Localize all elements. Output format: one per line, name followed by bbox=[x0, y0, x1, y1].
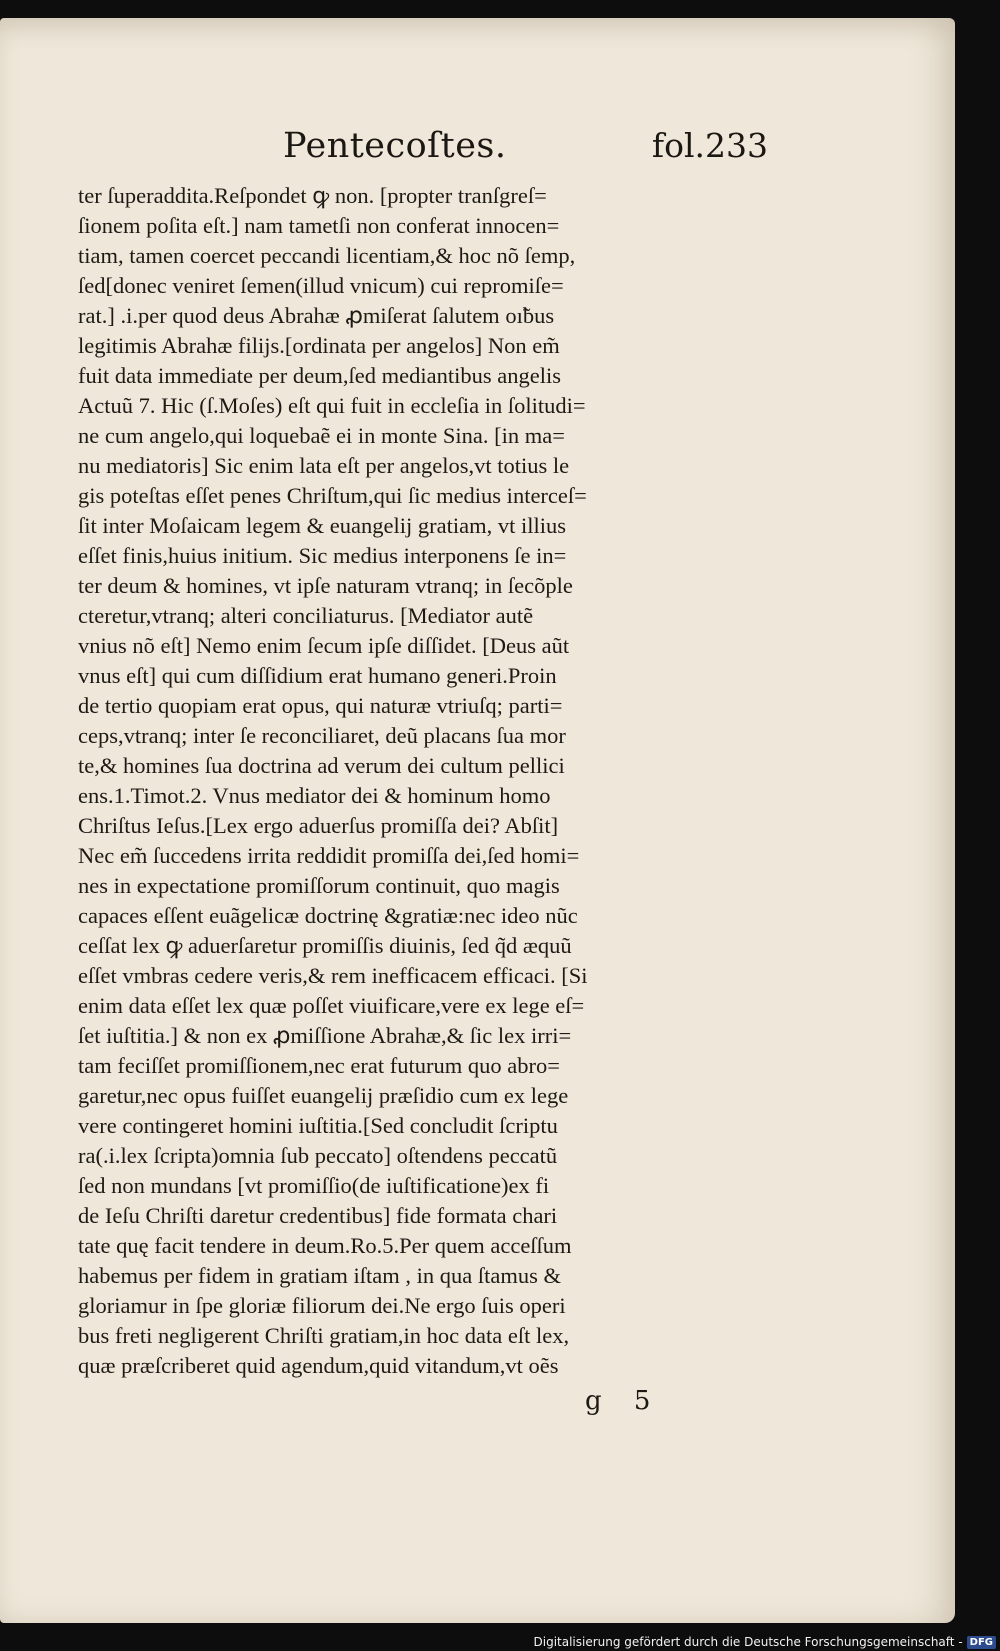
text-line: vere contingeret homini iuſtitia.[Sed concludit ſcriptu bbox=[78, 1113, 558, 1138]
book-page bbox=[0, 18, 955, 1623]
text-line: tate quę facit tendere in deum.Ro.5.Per quem acceſſum bbox=[78, 1233, 572, 1258]
text-line: habemus per fidem in gratiam iſtam , in qua ſtamus & bbox=[78, 1263, 562, 1288]
text-line: gis poteſtas eſſet penes Chriſtum,qui ſic medius interceſ= bbox=[78, 483, 587, 508]
body-text bbox=[78, 181, 743, 1381]
text-line: garetur,nec opus fuiſſet euangelij præſidio cum ex lege bbox=[78, 1083, 569, 1108]
folio-number: fol.233 bbox=[651, 126, 768, 165]
text-line: ceſſat lex ꝙ aduerſaretur promiſſis diuinis, ſed q̃d æquũ bbox=[78, 933, 572, 958]
text-line: ſit inter Moſaicam legem & euangelij gratiam, vt illius bbox=[78, 513, 567, 538]
running-title: Pentecoſtes. bbox=[283, 126, 507, 166]
text-line: Nec em̃ ſuccedens irrita reddidit promiſſa dei,ſed homi= bbox=[78, 843, 580, 868]
text-line: rat.] .i.per quod deus Abrahæ ꝓmiſerat ſalutem oı̃bus bbox=[78, 303, 555, 328]
text-line: gloriamur in ſpe gloriæ filiorum dei.Ne ergo ſuis operi bbox=[78, 1293, 566, 1318]
text-line: nes in expectatione promiſſorum continuit, quo magis bbox=[78, 873, 560, 898]
text-line: bus freti negligerent Chriſti gratiam,in hoc data eſt lex, bbox=[78, 1323, 570, 1348]
text-line: enim data eſſet lex quæ poſſet viuificare,vere ex lege eſ= bbox=[78, 993, 585, 1018]
text-line: de Ieſu Chriſti daretur credentibus] fide formata chari bbox=[78, 1203, 558, 1228]
text-line: tiam, tamen coercet peccandi licentiam,& hoc nõ ſemp, bbox=[78, 243, 576, 268]
text-line: tam feciſſet promiſſionem,nec erat futurum quo abro= bbox=[78, 1053, 560, 1078]
text-line: Actuũ 7. Hic (ſ.Moſes) eſt qui fuit in eccleſia in ſolitudi= bbox=[78, 393, 586, 418]
footer-credit bbox=[534, 1635, 997, 1649]
text-line: ne cum angelo,qui loquebaẽ ei in monte Sina. [in ma= bbox=[78, 423, 565, 448]
dfg-logo: DFG bbox=[967, 1636, 996, 1649]
text-line: ter ſuperaddita.Reſpondet ꝙ non. [propter tranſgreſ= bbox=[78, 183, 547, 208]
text-line: cteretur,vtranq; alteri conciliaturus. [Mediator autẽ bbox=[78, 603, 534, 628]
text-line: Chriſtus Ieſus.[Lex ergo aduerſus promiſſa dei? Abſit] bbox=[78, 813, 559, 838]
text-line: ter deum & homines, vt ipſe naturam vtranq; in ſecõple bbox=[78, 573, 573, 598]
footer-credit-text: Digitalisierung gefördert durch die Deutsche Forschungsgemeinschaft - bbox=[533, 1635, 963, 1649]
text-line: legitimis Abrahæ filijs.[ordinata per angelos] Non em̃ bbox=[78, 333, 560, 358]
text-line: ſet iuſtitia.] & non ex ꝓmiſſione Abrahæ,& ſic lex irri= bbox=[78, 1023, 572, 1048]
text-line: ſed non mundans [vt promiſſio(de iuſtificatione)ex fi bbox=[78, 1173, 550, 1198]
signature-mark: g 5 bbox=[585, 1386, 663, 1416]
text-line: te,& homines ſua doctrina ad verum dei cultum pellici bbox=[78, 753, 565, 778]
text-line: ceps,vtranq; inter ſe reconciliaret, deũ placans ſua mor bbox=[78, 723, 566, 748]
text-line: ens.1.Timot.2. Vnus mediator dei & hominum homo bbox=[78, 783, 551, 808]
text-line: nu mediatoris] Sic enim lata eſt per angelos,vt totius le bbox=[78, 453, 570, 478]
text-line: de tertio quopiam erat opus, qui naturæ vtriuſq; parti= bbox=[78, 693, 563, 718]
page-header bbox=[78, 106, 768, 176]
text-line: ſionem poſita eſt.] nam tametſi non conferat innocen= bbox=[78, 213, 560, 238]
text-line: eſſet finis,huius initium. Sic medius interponens ſe in= bbox=[78, 543, 567, 568]
text-line: quæ præſcriberet quid agendum,quid vitandum,vt oẽs bbox=[78, 1353, 559, 1378]
text-line: vnus eſt] qui cum diſſidium erat humano generi.Proin bbox=[78, 663, 557, 688]
text-line: fuit data immediate per deum,ſed mediantibus angelis bbox=[78, 363, 561, 388]
text-line: ſed[donec veniret ſemen(illud vnicum) cui repromiſe= bbox=[78, 273, 564, 298]
text-line: ra(.i.lex ſcripta)omnia ſub peccato] oſtendens peccatũ bbox=[78, 1143, 558, 1168]
text-line: vnius nõ eſt] Nemo enim ſecum ipſe diſſidet. [Deus aũt bbox=[78, 633, 570, 658]
text-line: capaces eſſent euãgelicæ doctrinę &gratiæ:nec ideo nũc bbox=[78, 903, 578, 928]
text-line: eſſet vmbras cedere veris,& rem inefficacem efficaci. [Si bbox=[78, 963, 588, 988]
